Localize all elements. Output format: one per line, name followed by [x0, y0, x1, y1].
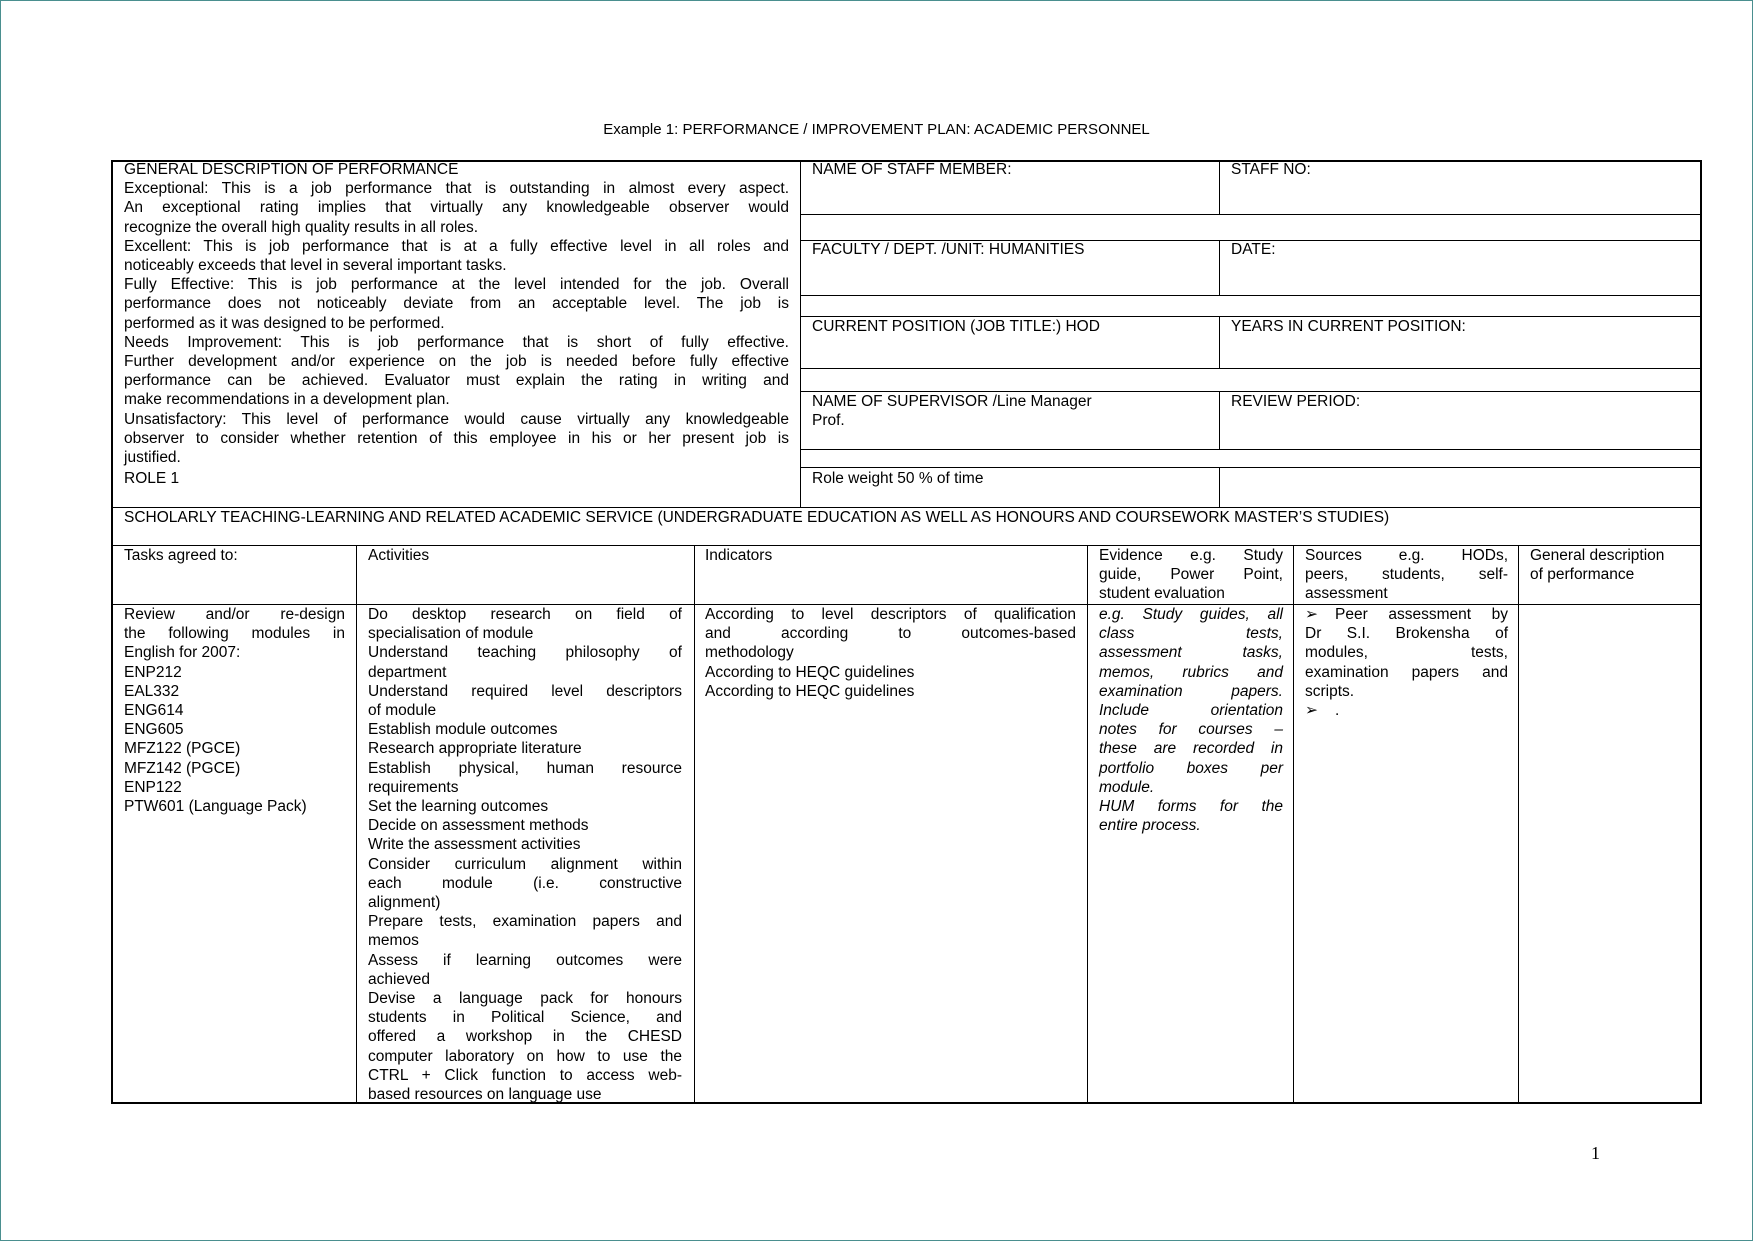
source-line	[1305, 605, 1508, 624]
activity-line: Assess if learning outcomes were	[368, 951, 682, 969]
general-description-line: Further development and/or experience on the job is needed before fully effective	[124, 353, 789, 371]
col-header-evidence-line: guide, Power Point,	[1099, 566, 1283, 584]
position-label: CURRENT POSITION (JOB TITLE:) HOD	[812, 318, 1100, 335]
section-heading: SCHOLARLY TEACHING-LEARNING AND RELATED ACADEMIC SERVICE (UNDERGRADUATE EDUCATION AS WELL AS HONOURS AND COURSEWORK MASTER’S STUDIES)	[124, 509, 1390, 526]
general-description-line: make recommendations in a development plan.	[124, 391, 450, 409]
col-header-evidence-line: student evaluation	[1099, 585, 1225, 603]
col-header-general-line: General description	[1530, 547, 1665, 564]
general-description-line: noticeably exceeds that level in several important tasks.	[124, 257, 507, 275]
general-description-line: An exceptional rating implies that virtually any knowledgeable observer would	[124, 199, 789, 217]
general-description	[124, 160, 789, 467]
role-weight-label: Role weight 50 % of time	[812, 470, 984, 487]
staff-no-label: STAFF NO:	[1231, 161, 1311, 178]
general-description-line: Needs Improvement: This is job performance that is short of fully effective.	[124, 333, 789, 351]
activity-line: achieved	[368, 970, 431, 988]
module-item: ENP212	[124, 663, 182, 681]
col-header-indicators: Indicators	[705, 547, 773, 564]
indicator-line: According to HEQC guidelines	[705, 682, 915, 700]
module-item: EAL332	[124, 682, 180, 700]
activity-line: Understand required level descriptors	[368, 682, 682, 700]
rule	[800, 467, 1702, 468]
evidence-line: memos, rubrics and	[1099, 663, 1283, 681]
activity-line: CTRL + Click function to access web-	[368, 1066, 682, 1084]
rule	[1087, 545, 1088, 1104]
source-text: Peer assessment by	[1335, 606, 1508, 623]
arrow-bullet-icon: ➢	[1305, 702, 1318, 720]
indicators-cell	[705, 605, 1076, 701]
tasks-intro-line: English for 2007:	[124, 644, 241, 662]
activity-line: Prepare tests, examination papers and	[368, 913, 682, 931]
source-line	[1305, 701, 1508, 720]
rule	[1219, 391, 1220, 450]
supervisor-label-line: NAME OF SUPERVISOR /Line Manager	[812, 393, 1092, 410]
activity-line: alignment)	[368, 894, 441, 912]
tasks-intro-line: the following modules in	[124, 625, 345, 643]
activity-line: Research appropriate literature	[368, 740, 582, 758]
activity-line: based resources on language use	[368, 1086, 602, 1104]
evidence-line: examination papers.	[1099, 682, 1283, 700]
general-description-line: justified.	[124, 449, 181, 467]
source-line	[1305, 624, 1508, 643]
module-list	[124, 663, 345, 817]
evidence-line: Include orientation	[1099, 702, 1283, 720]
document-title: Example 1: PERFORMANCE / IMPROVEMENT PLAN: ACADEMIC PERSONNEL	[603, 121, 1150, 138]
source-line	[1305, 682, 1508, 701]
indicator-line: and according to outcomes-based	[705, 625, 1076, 643]
indicator-line: According to level descriptors of qualification	[705, 606, 1076, 623]
general-description-heading: GENERAL DESCRIPTION OF PERFORMANCE	[124, 161, 459, 178]
module-item: MFZ122 (PGCE)	[124, 740, 241, 758]
general-description-line: performance can be achieved. Evaluator must explain the rating in writing and	[124, 372, 789, 390]
activity-line: department	[368, 663, 447, 681]
activity-line: computer laboratory on how to use the	[368, 1047, 682, 1065]
general-description-line: Fully Effective: This is job performance at the level intended for the job. Overall	[124, 276, 789, 294]
general-description-line: recognize the overall high quality results in all roles.	[124, 218, 479, 236]
rule	[800, 449, 1702, 450]
activity-line: students in Political Science, and	[368, 1009, 682, 1027]
indicator-line: According to HEQC guidelines	[705, 663, 915, 681]
years-label: YEARS IN CURRENT POSITION:	[1231, 318, 1466, 335]
evidence-line: module.	[1099, 778, 1155, 796]
general-description-line: Excellent: This is job performance that is at a fully effective level in all roles and	[124, 237, 789, 255]
rule	[800, 214, 1702, 215]
activity-line: Do desktop research on field of	[368, 606, 682, 623]
activity-line: offered a workshop in the CHESD	[368, 1028, 682, 1046]
source-line	[1305, 643, 1508, 662]
activity-line: each module (i.e. constructive	[368, 874, 682, 892]
module-item: ENG605	[124, 721, 184, 739]
activity-line: specialisation of module	[368, 625, 534, 643]
activity-line: memos	[368, 932, 419, 950]
activity-line: Devise a language pack for honours	[368, 990, 682, 1008]
supervisor-label	[812, 392, 1092, 430]
activity-line: Establish physical, human resource	[368, 759, 682, 777]
page-number: 1	[1591, 1143, 1600, 1163]
rule	[800, 368, 1702, 369]
rule	[800, 295, 1702, 296]
col-header-general-line: of performance	[1530, 566, 1635, 584]
col-header-general	[1530, 546, 1664, 584]
rule	[694, 545, 695, 1104]
sources-cell	[1305, 605, 1508, 720]
review-period-label: REVIEW PERIOD:	[1231, 393, 1361, 410]
activity-line: Understand teaching philosophy of	[368, 644, 682, 662]
col-header-tasks: Tasks agreed to:	[124, 547, 238, 564]
source-text: scripts.	[1305, 682, 1355, 700]
date-label: DATE:	[1231, 241, 1276, 258]
role-label: ROLE 1	[124, 470, 180, 487]
rule	[1219, 467, 1220, 507]
module-item: MFZ142 (PGCE)	[124, 759, 241, 777]
activity-line: requirements	[368, 778, 459, 796]
evidence-line: notes for courses –	[1099, 721, 1283, 739]
col-header-sources-line: assessment	[1305, 585, 1388, 603]
module-item: ENG614	[124, 702, 184, 720]
rule	[1293, 545, 1294, 1104]
evidence-line: these are recorded in	[1099, 740, 1283, 758]
source-text: Dr S.I. Brokensha of	[1305, 625, 1508, 643]
rule	[1219, 160, 1220, 215]
evidence-line: assessment tasks,	[1099, 644, 1283, 662]
activities-cell	[368, 605, 682, 1104]
col-header-sources-line: Sources e.g. HODs,	[1305, 547, 1508, 564]
col-header-evidence-line: Evidence e.g. Study	[1099, 547, 1283, 564]
general-description-line: Exceptional: This is a job performance that is outstanding in almost every aspect.	[124, 180, 789, 198]
general-description-line: performed as it was designed to be performed.	[124, 314, 445, 332]
rule	[1518, 545, 1519, 1104]
evidence-line: class tests,	[1099, 625, 1283, 643]
rule	[1219, 316, 1220, 369]
supervisor-name: Prof.	[812, 412, 845, 430]
activity-line: Consider curriculum alignment within	[368, 855, 682, 873]
source-text: .	[1335, 702, 1340, 720]
col-header-sources	[1305, 546, 1508, 604]
general-description-lines	[124, 179, 789, 467]
activity-line: Set the learning outcomes	[368, 798, 549, 816]
evidence-cell	[1099, 605, 1283, 835]
activity-line: Establish module outcomes	[368, 721, 558, 739]
tasks-cell	[124, 605, 345, 816]
col-header-activities: Activities	[368, 547, 430, 564]
tasks-intro-line: Review and/or re-design	[124, 606, 345, 623]
source-text: examination papers and	[1305, 663, 1508, 681]
evidence-line: HUM forms for the	[1099, 798, 1283, 816]
evidence-line: e.g. Study guides, all	[1099, 606, 1283, 623]
rule	[800, 160, 801, 507]
source-text: modules, tests,	[1305, 644, 1508, 662]
module-item: PTW601 (Language Pack)	[124, 798, 307, 816]
activity-line: of module	[368, 702, 437, 720]
rule	[1219, 240, 1220, 296]
col-header-evidence	[1099, 546, 1283, 604]
activity-line: Decide on assessment methods	[368, 817, 589, 835]
general-description-line: observer to consider whether retention of this employee in his or her present job is	[124, 429, 789, 447]
staff-member-label: NAME OF STAFF MEMBER:	[812, 161, 1012, 178]
source-line	[1305, 663, 1508, 682]
general-description-line: performance does not noticeably deviate from an acceptable level. The job is	[124, 295, 789, 313]
module-item: ENP122	[124, 778, 182, 796]
arrow-bullet-icon: ➢	[1305, 606, 1318, 623]
faculty-label: FACULTY / DEPT. /UNIT: HUMANITIES	[812, 241, 1085, 258]
rule	[356, 545, 357, 1104]
general-description-line: Unsatisfactory: This level of performance would cause virtually any knowledgeable	[124, 410, 789, 428]
col-header-sources-line: peers, students, self-	[1305, 566, 1508, 584]
indicator-line: methodology	[705, 644, 794, 662]
evidence-line: portfolio boxes per	[1099, 759, 1283, 777]
activity-line: Write the assessment activities	[368, 836, 581, 854]
evidence-line: entire process.	[1099, 817, 1201, 835]
